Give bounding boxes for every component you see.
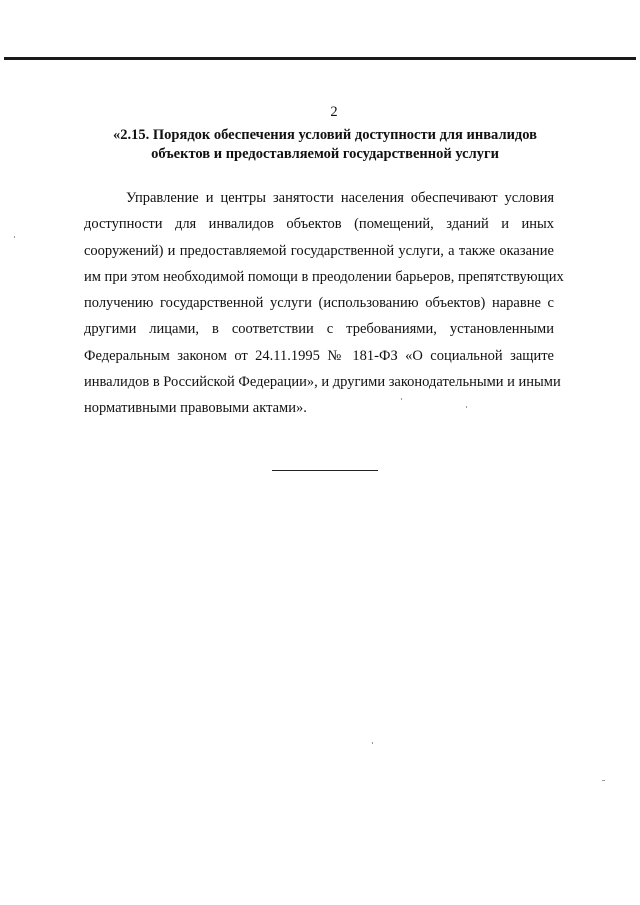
paragraph-line: им при этом необходимой помощи в преодолении барьеров, препятствующих	[84, 268, 564, 285]
top-scan-rule	[4, 57, 636, 60]
scan-speck	[602, 780, 605, 781]
paragraph-line: получению государственной услуги (использованию объектов) наравне с	[84, 295, 554, 312]
scan-speck	[401, 398, 402, 400]
paragraph-line: нормативными правовыми актами».	[84, 400, 307, 417]
paragraph-line: доступности для инвалидов объектов (помещений, зданий и иных	[84, 216, 554, 233]
scan-speck	[14, 236, 15, 238]
paragraph-line: инвалидов в Российской Федерации», и другими законодательными и иными	[84, 374, 561, 391]
body-paragraph	[84, 185, 564, 422]
paragraph-line: Федеральным законом от 24.11.1995 № 181-ФЗ «О социальной защите	[84, 347, 554, 364]
scan-speck	[466, 406, 467, 408]
paragraph-line: сооружений) и предоставляемой государственной услуги, а также оказание	[84, 242, 554, 259]
end-divider-line	[272, 470, 378, 471]
page-number: 2	[330, 104, 338, 120]
paragraph-line: другими лицами, в соответствии с требованиями, установленными	[84, 321, 554, 338]
section-heading	[100, 126, 550, 164]
paragraph-line: Управление и центры занятости населения обеспечивают условия	[126, 190, 554, 206]
heading-line-2: объектов и предоставляемой государственной услуги	[151, 146, 499, 162]
scan-speck	[372, 742, 373, 744]
heading-line-1: «2.15. Порядок обеспечения условий доступности для инвалидов	[113, 127, 537, 143]
